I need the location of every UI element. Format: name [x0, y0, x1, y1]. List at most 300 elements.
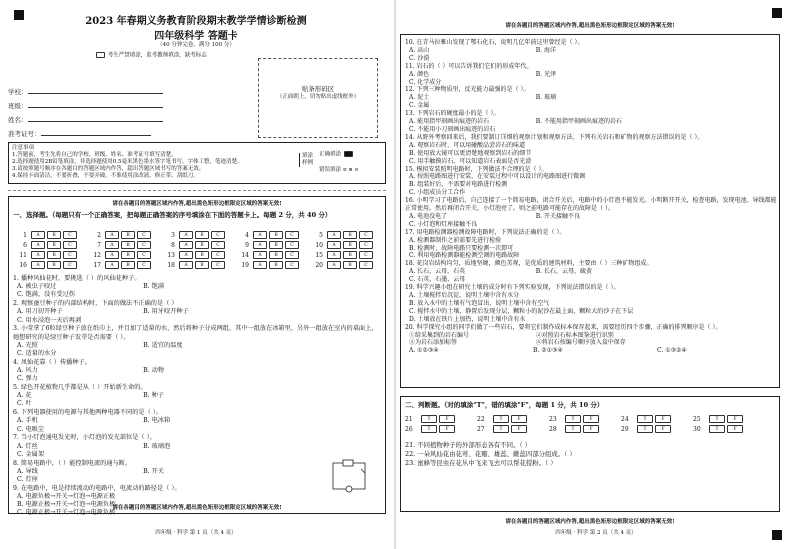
options-row: [405, 173, 777, 197]
tf-bubble[interactable]: [511, 425, 527, 433]
tf-bubble[interactable]: [439, 415, 455, 423]
bubble-letter: F: [445, 417, 449, 422]
left-questions: [13, 275, 383, 518]
question-block: [405, 284, 777, 324]
question-number: 28: [549, 425, 557, 433]
answer-bubble[interactable]: [31, 251, 45, 259]
bubble-letter: B: [200, 253, 204, 258]
bubble-letter: B: [274, 253, 278, 258]
tf-bubble[interactable]: [637, 425, 653, 433]
sheet-title: 2023 年春期义务教育阶段期末教学学情诊断检测: [85, 16, 307, 27]
choice-row: [163, 241, 226, 249]
answer-bubble[interactable]: [343, 251, 357, 259]
barcode-area: [258, 58, 378, 138]
answer-bubble[interactable]: [359, 241, 373, 249]
answer-bubble[interactable]: [195, 231, 209, 239]
bubble-letter: B: [348, 233, 352, 238]
option-text: ③为岩石添加标签: [409, 339, 458, 347]
choice-row: [311, 241, 374, 249]
options-row: [13, 392, 383, 408]
question-number: 23: [549, 415, 557, 423]
bubble-letter: B: [274, 233, 278, 238]
bubble-letter: F: [517, 417, 521, 422]
answer-bubble[interactable]: [269, 251, 283, 259]
answer-bubble[interactable]: [121, 241, 135, 249]
bubble-letter: B: [52, 233, 56, 238]
tf-question: 21. 不同植物种子的外部形态各有不同。（ ）: [405, 441, 532, 449]
question-block: [405, 166, 777, 198]
answer-bubble[interactable]: [179, 261, 193, 269]
bubble-letter: C: [142, 253, 146, 258]
question-block: [13, 460, 383, 485]
question-block: [13, 300, 383, 325]
question-text: 16. 小明学习了电路后，自己连接了一个简易电路，闭合开关后，电路中的小灯泡不能发光。小明断开开关，检查电路，发现电池、导线都能正常使用，然后再闭合开关，小灯泡亮了。则之前电路可能存在的故障是（ ）。: [405, 197, 777, 213]
answer-bubble[interactable]: [285, 241, 299, 249]
option-text: B. ②①③④: [533, 347, 563, 355]
option-text: B. 海洋: [535, 46, 556, 54]
option-text: B. 玻璃泡: [143, 442, 171, 450]
tf-bubble[interactable]: [583, 415, 599, 423]
option-text: B. 动物: [143, 367, 164, 375]
bubble-letter: A: [110, 263, 114, 268]
answer-bubble[interactable]: [121, 231, 135, 239]
bubble-letter: F: [517, 427, 521, 432]
option-text: B. 使用放大镜可以更清楚地观察到岩石的细节: [409, 149, 532, 157]
tf-bubble[interactable]: [565, 425, 581, 433]
tf-bubble[interactable]: [511, 415, 527, 423]
bubble-letter: C: [290, 243, 294, 248]
option-text: A. 手机: [17, 417, 38, 425]
bubble-letter: B: [274, 263, 278, 268]
answer-bubble[interactable]: [285, 251, 299, 259]
notes-box: [8, 142, 386, 184]
answer-bubble[interactable]: [343, 241, 357, 249]
question-number: 2: [97, 231, 101, 239]
bubble-letter: A: [332, 243, 336, 248]
option-text: B. 玻璃: [535, 94, 556, 102]
question-text: 15. 模拟安装照明电路时，下列做法不合理的是（ ）。: [405, 165, 548, 173]
option-text: B. 开关接触不良: [535, 212, 580, 220]
option-text: B. 检测时，故障电路只要检测一次即可: [409, 244, 514, 252]
choice-row: [89, 241, 152, 249]
tf-row: [621, 425, 672, 433]
class-label: 班级：: [8, 102, 28, 110]
answer-bubble[interactable]: [137, 241, 151, 249]
question-text: 3. 小莹拿了6粒绿豆种子放在纸巾上，并且加了适量的水，然后将种子分成两组，其中一组放在冰箱里，另外一组放在室内的桌面上，她想研究的是绿豆种子发芽是否需要（ ）。: [13, 325, 378, 341]
question-number: 7: [97, 241, 101, 249]
choice-row: [237, 251, 300, 259]
tf-bubble[interactable]: [727, 425, 743, 433]
answer-bubble[interactable]: [63, 231, 77, 239]
choice-row: [311, 231, 374, 239]
answer-bubble[interactable]: [327, 241, 341, 249]
bubble-letter: A: [184, 263, 188, 268]
question-text: 9. 在电路中，电是持续流动的电路中，电流动的路径是（ ）。: [13, 484, 181, 492]
choice-row: [163, 231, 226, 239]
question-block: [405, 110, 777, 134]
answer-bubble[interactable]: [47, 261, 61, 269]
answer-bubble[interactable]: [253, 261, 267, 269]
answer-bubble[interactable]: [285, 261, 299, 269]
banner-left-bottom: 请在各题目的答题区域内作答,超出黑色矩形边框限定区域的答案无效!: [112, 505, 282, 511]
options-row: [13, 468, 383, 484]
answer-bubble[interactable]: [195, 241, 209, 249]
tf-bubble[interactable]: [439, 425, 455, 433]
option-text: A. 观察岩石时，可以用碰酸品尝岩石的味道: [409, 141, 526, 149]
question-number: 17: [93, 261, 101, 269]
answer-bubble[interactable]: [211, 241, 225, 249]
bubble-letter: A: [258, 263, 262, 268]
answer-bubble[interactable]: [359, 231, 373, 239]
question-number: 18: [167, 261, 175, 269]
answer-bubble[interactable]: [105, 251, 119, 259]
option-text: A. 能用指甲刻画出痕迹的岩石: [409, 118, 490, 126]
option-text: A. 光照: [17, 341, 38, 349]
answer-bubble[interactable]: [47, 231, 61, 239]
bubble-letter: T: [643, 417, 647, 422]
option-text: ①给采集到的岩石编号: [409, 331, 470, 339]
bubble-letter: C: [68, 253, 72, 258]
tf-bubble[interactable]: [709, 415, 725, 423]
option-text: B. 开关: [143, 467, 164, 475]
bubble-letter: A: [258, 243, 262, 248]
answer-bubble[interactable]: [195, 251, 209, 259]
option-text: C. 用水浸泡一天后再剥: [17, 316, 82, 324]
bubble-letter: T: [715, 427, 719, 432]
option-text: C. 电源正极→开关→灯泡→电源负极: [17, 509, 116, 517]
question-block: [405, 86, 777, 110]
answer-bubble[interactable]: [327, 261, 341, 269]
absence-bubble[interactable]: [96, 52, 105, 58]
answer-bubble[interactable]: [269, 261, 283, 269]
bubble-letter: A: [184, 253, 188, 258]
answer-bubble[interactable]: [211, 231, 225, 239]
answer-bubble[interactable]: [31, 241, 45, 249]
option-text: C. 用手触摸岩石，可以知道岩石表面是否光滑: [409, 157, 532, 165]
answer-bubble[interactable]: [359, 251, 373, 259]
tf-bubble[interactable]: [421, 425, 437, 433]
answer-bubble[interactable]: [285, 231, 299, 239]
bubble-letter: C: [290, 263, 294, 268]
tf-bubble[interactable]: [565, 415, 581, 423]
notes-text: [12, 145, 292, 180]
choice-row: [163, 261, 226, 269]
answer-bubble[interactable]: [105, 231, 119, 239]
fill-wrong-label: 错误填涂: [319, 167, 342, 173]
option-text: B. 光泽: [535, 70, 556, 78]
option-text: A. 电池没电了: [409, 212, 448, 220]
answer-bubble[interactable]: [359, 261, 373, 269]
option-text: A. 土壤搅拌后沉淀，说明土壤中含有水分: [409, 292, 520, 299]
bubble-letter: C: [142, 233, 146, 238]
answer-bubble[interactable]: [253, 231, 267, 239]
tf-bubble[interactable]: [583, 425, 599, 433]
question-block: [405, 229, 777, 261]
bubble-letter: T: [499, 417, 503, 422]
question-text: 7. 当小灯泡通电发光时，小灯泡的发光部位是（ ）。: [13, 434, 156, 442]
answer-bubble[interactable]: [343, 261, 357, 269]
answer-bubble[interactable]: [63, 241, 77, 249]
question-number: 29: [621, 425, 629, 433]
option-text: C. 利用电路检测器能检测空调的电路故障: [409, 252, 520, 260]
bubble-letter: A: [258, 253, 262, 258]
school-field[interactable]: [8, 88, 163, 102]
answer-bubble[interactable]: [179, 231, 193, 239]
option-text: C. 灯座: [17, 476, 38, 484]
question-block: [405, 324, 777, 356]
question-number: 14: [241, 251, 249, 259]
option-text: B. 电源正极→开关→灯泡→电源负极: [17, 501, 116, 509]
bubble-letter: F: [661, 427, 665, 432]
tf-bubble[interactable]: [493, 425, 509, 433]
answer-bubble[interactable]: [195, 261, 209, 269]
answer-bubble[interactable]: [105, 241, 119, 249]
school-label: 学校：: [8, 88, 28, 96]
bubble-letter: C: [216, 263, 220, 268]
answer-bubble[interactable]: [179, 251, 193, 259]
section2-heading: 二、判断题。（对的填涂"T"，错的填涂"F"，每题 1 分，共 10 分）: [405, 401, 604, 409]
bubble-letter: B: [52, 253, 56, 258]
answer-bubble[interactable]: [121, 251, 135, 259]
fill-correct-label: 正确填涂: [319, 151, 342, 158]
tf-answer-box: [400, 396, 780, 525]
option-text: B. 电冰箱: [143, 417, 171, 425]
tf-row: [477, 425, 528, 433]
option-text: D. 土壤放在铁片上加热，说明土壤中含有水: [409, 315, 526, 323]
question-number: 11: [19, 251, 27, 259]
choice-row: [311, 261, 374, 269]
option-text: A. 颜色: [409, 70, 430, 78]
answer-bubble[interactable]: [211, 261, 225, 269]
answer-bubble[interactable]: [137, 231, 151, 239]
option-text: A. 导线: [17, 467, 38, 475]
exam-meta: （40 分钟完卷，满分 100 分）: [157, 42, 235, 48]
question-number: 27: [477, 425, 485, 433]
question-number: 16: [19, 261, 27, 269]
tf-row: [549, 415, 600, 423]
answer-bubble[interactable]: [327, 231, 341, 239]
bubble-letter: A: [332, 263, 336, 268]
notes-heading: 注意事项: [12, 145, 35, 151]
answer-bubble[interactable]: [31, 261, 45, 269]
bubble-letter: F: [661, 417, 665, 422]
question-block: [13, 434, 383, 459]
note-3: 3.请按照题号顺序在各题目的答题区域内作答，超出答题区域书写的答案无效。: [12, 166, 205, 172]
tf-bubble[interactable]: [637, 415, 653, 423]
option-text: A. 被虫子咬过: [17, 283, 57, 291]
answer-bubble[interactable]: [327, 251, 341, 259]
question-text: 1. 播种风仙花时，要挑选（ ）的风仙花种子。: [13, 275, 141, 282]
question-number: 4: [245, 231, 249, 239]
question-block: [13, 384, 383, 409]
question-number: 6: [23, 241, 27, 249]
answer-bubble[interactable]: [253, 251, 267, 259]
question-text: 10. 在青马拉雅山发现了鄂石化石，说明几亿年前这里曾经是（ ）。: [405, 39, 584, 46]
option-text: C. 不能用小刀刻画出痕迹的岩石: [409, 125, 496, 133]
tf-row: [405, 425, 456, 433]
question-block: [405, 63, 777, 87]
bubble-letter: C: [216, 233, 220, 238]
bubble-letter: C: [364, 233, 368, 238]
answer-bubble[interactable]: [179, 241, 193, 249]
bubble-letter: T: [571, 417, 575, 422]
answer-bubble[interactable]: [63, 261, 77, 269]
bubble-letter: B: [348, 243, 352, 248]
option-text: C. 金属架: [17, 450, 45, 458]
question-number: 8: [171, 241, 175, 249]
bubble-letter: A: [36, 233, 40, 238]
question-block: [405, 197, 777, 229]
bubble-letter: B: [52, 243, 56, 248]
tf-row: [621, 415, 672, 423]
option-text: C. 适量的水分: [17, 350, 57, 358]
absence-note: [95, 52, 207, 60]
fill-example-label: 填涂样例: [299, 153, 314, 167]
choice-row: [163, 251, 226, 259]
options-row: [405, 47, 777, 63]
option-text: B. 种子: [143, 392, 164, 400]
option-text: C. ①③②④: [657, 347, 687, 355]
bubble-letter: B: [52, 263, 56, 268]
bubble-letter: C: [364, 253, 368, 258]
question-number: 22: [477, 415, 485, 423]
tf-bubble[interactable]: [655, 415, 671, 423]
name-label: 姓名：: [8, 116, 28, 124]
answer-bubble[interactable]: [137, 251, 151, 259]
question-number: 19: [241, 261, 249, 269]
bubble-letter: F: [445, 427, 449, 432]
answer-bubble[interactable]: [47, 241, 61, 249]
answer-bubble[interactable]: [121, 261, 135, 269]
options-row: [405, 118, 777, 134]
tf-bubble[interactable]: [655, 425, 671, 433]
option-text: C. 电吸尘: [17, 425, 45, 433]
question-number: 20: [315, 261, 323, 269]
bubble-letter: C: [290, 233, 294, 238]
option-text: B. 组装好后，不需要对电路进行检测: [409, 181, 508, 189]
question-number: 21: [405, 415, 413, 423]
options-row: [405, 268, 777, 284]
tf-bubble[interactable]: [727, 415, 743, 423]
name-field[interactable]: [8, 116, 163, 130]
option-text: A. 风力: [17, 367, 38, 375]
question-block: [13, 325, 383, 358]
option-text: C. 沙漠: [409, 54, 430, 62]
tf-bubble[interactable]: [493, 415, 509, 423]
bubble-letter: T: [499, 427, 503, 432]
option-text: ②对照岩石标本图鉴进行识别: [535, 331, 614, 339]
bubble-letter: C: [142, 263, 146, 268]
answer-bubble[interactable]: [269, 241, 283, 249]
bubble-letter: B: [200, 263, 204, 268]
question-text: 19. 科学兴趣小组在研究土壤的成分时有下列实验发现，下列说法错误的是（ ）。: [405, 284, 620, 292]
options-row: [13, 367, 383, 383]
absence-note-text: 考生严禁填涂，监考教师填涂，缺考标志: [107, 52, 207, 59]
option-text: B. 长石，云母，硫黄: [535, 268, 592, 276]
option-text: C. 叶: [17, 400, 32, 408]
answer-bubble[interactable]: [47, 251, 61, 259]
barcode-note: （正面朝上，切勿贴出虚线框外）: [276, 94, 360, 100]
answer-bubble[interactable]: [269, 231, 283, 239]
option-text: C. 化学成分: [409, 78, 442, 86]
answer-bubble[interactable]: [343, 231, 357, 239]
banner-right-bottom: 请在各题目的答题区域内作答,超出黑色矩形边框限定区域的答案无效!: [505, 519, 675, 525]
option-text: C. 小组成员分工合作: [409, 189, 466, 197]
tf-row: [693, 415, 744, 423]
bubble-letter: T: [571, 427, 575, 432]
question-block: [13, 409, 383, 434]
bubble-letter: T: [643, 427, 647, 432]
options-row: [13, 417, 383, 433]
tf-bubble[interactable]: [421, 415, 437, 423]
bubble-letter: B: [348, 253, 352, 258]
option-text: A. 花: [17, 392, 32, 400]
bubble-letter: C: [68, 233, 72, 238]
options-row: [13, 308, 383, 324]
answer-bubble[interactable]: [211, 251, 225, 259]
bubble-letter: C: [142, 243, 146, 248]
tf-questions: [405, 441, 775, 468]
page-divider: [394, 0, 396, 549]
bubble-letter: C: [68, 263, 72, 268]
option-text: A. 高山: [409, 46, 430, 54]
answer-bubble[interactable]: [105, 261, 119, 269]
bubble-letter: A: [258, 233, 262, 238]
note-1: 1.答题前，考生先将自己的学校、班级、姓名、准考证号填写清楚。: [12, 152, 177, 158]
option-text: C. 石英，石墨，云母: [409, 276, 466, 284]
choice-row: [89, 231, 152, 239]
options-row: [405, 213, 777, 229]
choice-row: [237, 261, 300, 269]
class-field[interactable]: [8, 102, 163, 116]
note-2: 2.选择题使用2B铅笔填涂，非选择题使用0.5毫米黑色墨水签字笔书写，字体工整，笔迹清楚。: [12, 159, 243, 165]
options-row: [405, 292, 777, 324]
question-number: 12: [93, 251, 101, 259]
answer-bubble[interactable]: [137, 261, 151, 269]
question-text: 14. 从野外考察回来后，我们要制订详细的观察计划和观察方法。下列有关岩石和矿物的观察方法错误的是（ ）。: [405, 133, 704, 141]
bubble-letter: F: [589, 417, 593, 422]
bubble-letter: A: [110, 233, 114, 238]
choice-row: [237, 241, 300, 249]
options-row: [405, 142, 777, 166]
tf-question: 22. 一朵风仙花由花萼、花瓣、雄蕊、雌蕊四部分组成。（ ）: [405, 450, 576, 458]
question-text: 20. 科学探究小组的同学们做了一些岩石，要将它们制作成标本保存起来，需要经历四个步骤，正确的排列顺序是（ ）。: [405, 323, 722, 331]
options-row: [405, 332, 777, 348]
question-number: 9: [245, 241, 249, 249]
right-answer-box: [400, 23, 780, 388]
answer-bubble[interactable]: [31, 231, 45, 239]
answer-bubble[interactable]: [253, 241, 267, 249]
choice-row: [237, 231, 300, 239]
circuit-diagram: [329, 459, 369, 493]
tf-bubble[interactable]: [709, 425, 725, 433]
bubble-letter: A: [110, 243, 114, 248]
option-text: B. 饱满: [143, 283, 164, 291]
option-text: B. 放入水中的土壤有气泡冒出，说明土壤中含有空气: [409, 299, 550, 307]
bubble-letter: C: [364, 243, 368, 248]
option-text: B. 适宜的温度: [143, 341, 183, 349]
tf-row: [477, 415, 528, 423]
answer-bubble[interactable]: [63, 251, 77, 259]
question-number: 25: [693, 415, 701, 423]
bubble-letter: C: [216, 243, 220, 248]
bubble-letter: F: [733, 427, 737, 432]
question-block: [405, 260, 777, 284]
bubble-letter: C: [290, 253, 294, 258]
tf-row: [405, 415, 456, 423]
options-row: [405, 71, 777, 87]
question-number: 13: [167, 251, 175, 259]
